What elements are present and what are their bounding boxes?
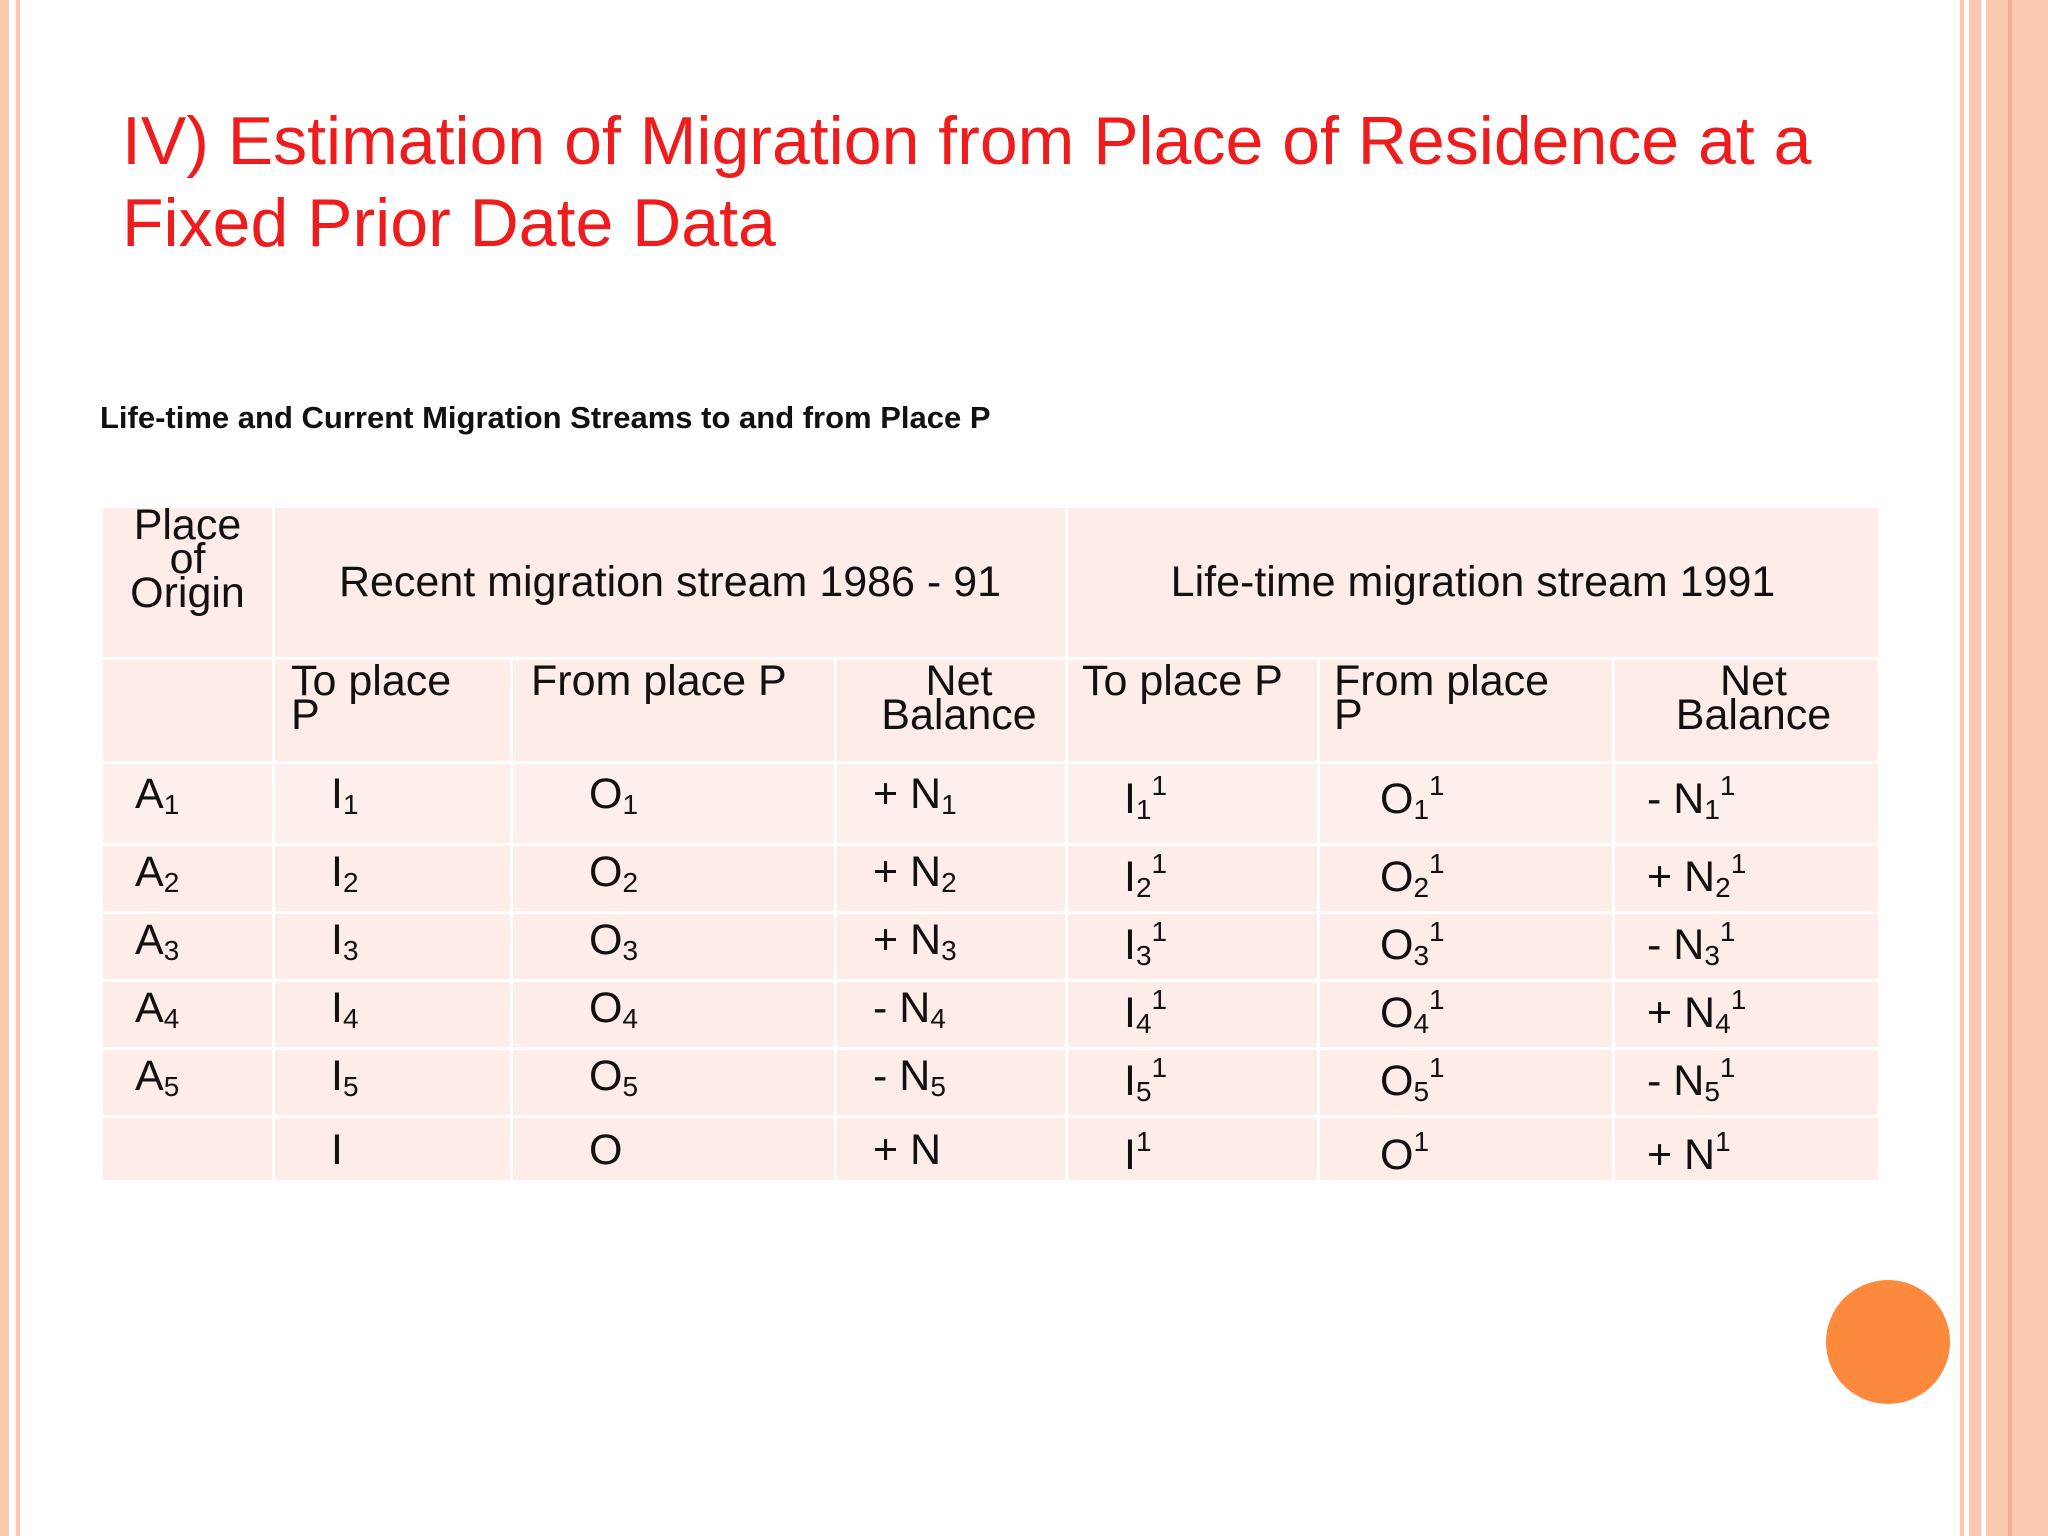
origin-header-line: Origin xyxy=(130,569,245,617)
lifetime-net-symbol: + $N_2^1$ xyxy=(1647,848,1747,903)
table-cell xyxy=(836,845,1067,913)
lifetime-out-symbol: $O_4^1$ xyxy=(1380,984,1445,1039)
lifetime-net-symbol: - $N_5^1$ xyxy=(1647,1052,1736,1107)
origin-symbol: $A_2$ xyxy=(135,848,180,898)
header-line: P xyxy=(1334,691,1363,739)
total-cell xyxy=(1067,1117,1319,1182)
origin-symbol: $A_1$ xyxy=(135,770,180,820)
table-cell xyxy=(512,845,836,913)
out-migrants-symbol: $O_1$ xyxy=(589,770,639,820)
lifetime-net-balance-header xyxy=(1614,659,1880,763)
table-cell xyxy=(1067,763,1319,845)
table-cell xyxy=(102,913,274,981)
total-cell xyxy=(274,1117,512,1182)
table-cell xyxy=(274,763,512,845)
lifetime-in-symbol: $I_5^1$ xyxy=(1124,1052,1168,1107)
table-cell xyxy=(1614,845,1880,913)
total-symbol: $O^1$ xyxy=(1380,1126,1430,1179)
table-cell xyxy=(836,913,1067,981)
table-cell xyxy=(1319,913,1614,981)
lifetime-in-symbol: $I_4^1$ xyxy=(1124,984,1168,1039)
total-symbol: + N xyxy=(873,1126,942,1174)
in-migrants-symbol: $I_2$ xyxy=(331,848,359,898)
net-balance-symbol: + $N_2$ xyxy=(873,848,957,898)
left-border-band xyxy=(0,0,9,1536)
net-balance-symbol: + $N_1$ xyxy=(873,770,957,820)
empty-cell xyxy=(102,659,274,763)
total-symbol: I xyxy=(331,1126,343,1174)
out-migrants-symbol: $O_3$ xyxy=(589,916,639,966)
table-cell xyxy=(512,763,836,845)
table-cell xyxy=(274,913,512,981)
origin-symbol: $A_3$ xyxy=(135,916,180,966)
table-cell xyxy=(512,1049,836,1117)
table-cell xyxy=(1614,981,1880,1049)
table-caption: Life-time and Current Migration Streams to and from Place P xyxy=(100,400,991,435)
header-line: To place xyxy=(291,657,452,705)
place-of-origin-header xyxy=(102,501,274,659)
migration-table xyxy=(100,501,1881,1183)
table-cell xyxy=(512,981,836,1049)
net-balance-symbol: - $N_5$ xyxy=(873,1052,946,1102)
slide-title: IV) Estimation of Migration from Place of Residence at a Fixed Prior Date Data xyxy=(122,103,1812,261)
lifetime-in-symbol: $I_1^1$ xyxy=(1124,770,1168,825)
to-place-header xyxy=(274,659,512,763)
header-line: P xyxy=(291,691,320,739)
table-row xyxy=(102,1049,1880,1117)
table-cell xyxy=(1614,913,1880,981)
table-cell xyxy=(1067,981,1319,1049)
lifetime-stream-header: Life-time migration stream 1991 xyxy=(1067,507,1880,659)
lifetime-net-symbol: + $N_4^1$ xyxy=(1647,984,1747,1039)
table-cell xyxy=(102,981,274,1049)
lifetime-from-place-header xyxy=(1319,659,1614,763)
lifetime-out-symbol: $O_1^1$ xyxy=(1380,770,1445,825)
lifetime-out-symbol: $O_5^1$ xyxy=(1380,1052,1445,1107)
table-cell xyxy=(1319,845,1614,913)
total-symbol: O xyxy=(589,1126,623,1174)
origin-header-line: of xyxy=(169,535,206,583)
table-cell xyxy=(274,845,512,913)
total-cell xyxy=(1319,1117,1614,1182)
out-migrants-symbol: $O_2$ xyxy=(589,848,639,898)
total-cell xyxy=(1614,1117,1880,1182)
header-line: Net xyxy=(925,657,993,705)
origin-symbol: $A_4$ xyxy=(135,984,180,1034)
header-line: Net xyxy=(1720,657,1787,705)
total-cell xyxy=(512,1117,836,1182)
decorative-orange-circle xyxy=(1826,1280,1950,1404)
table-row xyxy=(102,981,1880,1049)
lifetime-net-symbol: - $N_1^1$ xyxy=(1647,770,1736,825)
in-migrants-symbol: $I_3$ xyxy=(331,916,359,966)
right-border-stripe xyxy=(2008,0,2012,1536)
table-cell xyxy=(836,981,1067,1049)
table-cell xyxy=(1319,1049,1614,1117)
left-border-line xyxy=(16,0,20,1536)
table-cell xyxy=(1614,763,1880,845)
table-body xyxy=(102,763,1880,1182)
table-cell xyxy=(274,1049,512,1117)
table-cell xyxy=(836,1049,1067,1117)
total-symbol: $I^1$ xyxy=(1124,1126,1152,1179)
lifetime-net-symbol: - $N_3^1$ xyxy=(1647,916,1736,971)
table-row xyxy=(102,845,1880,913)
lifetime-out-symbol: $O_3^1$ xyxy=(1380,916,1445,971)
in-migrants-symbol: $I_4$ xyxy=(331,984,359,1034)
in-migrants-symbol: $I_5$ xyxy=(331,1052,359,1102)
net-balance-header xyxy=(836,659,1067,763)
lifetime-in-symbol: $I_3^1$ xyxy=(1124,916,1168,971)
header-line: From place xyxy=(1334,657,1550,705)
in-migrants-symbol: $I_1$ xyxy=(331,770,359,820)
table-cell xyxy=(836,763,1067,845)
table-cell xyxy=(102,1049,274,1117)
total-row xyxy=(102,1117,1880,1182)
lifetime-to-place-header: To place P xyxy=(1067,659,1319,763)
lifetime-in-symbol: $I_2^1$ xyxy=(1124,848,1168,903)
table-cell xyxy=(512,913,836,981)
right-border-panel xyxy=(1986,0,2048,1536)
table-cell xyxy=(1319,981,1614,1049)
table-cell xyxy=(1067,845,1319,913)
table-cell xyxy=(274,981,512,1049)
from-place-header: From place P xyxy=(512,659,836,763)
table-cell xyxy=(1067,1049,1319,1117)
net-balance-symbol: + $N_3$ xyxy=(873,916,957,966)
total-cell xyxy=(836,1117,1067,1182)
net-balance-symbol: - $N_4$ xyxy=(873,984,946,1034)
sub-header-row xyxy=(102,659,1880,763)
table-row xyxy=(102,913,1880,981)
total-cell xyxy=(102,1117,274,1182)
group-header-row xyxy=(102,507,1880,659)
right-border-band xyxy=(1969,0,1981,1536)
header-line: Balance xyxy=(1675,691,1832,739)
lifetime-out-symbol: $O_2^1$ xyxy=(1380,848,1445,903)
table-cell xyxy=(1614,1049,1880,1117)
table-cell xyxy=(1067,913,1319,981)
right-border-line xyxy=(1960,0,1964,1536)
header-line: Balance xyxy=(881,691,1037,739)
recent-stream-header: Recent migration stream 1986 - 91 xyxy=(274,507,1067,659)
table-cell xyxy=(1319,763,1614,845)
out-migrants-symbol: $O_5$ xyxy=(589,1052,639,1102)
table-row xyxy=(102,763,1880,845)
table-cell xyxy=(102,845,274,913)
total-symbol: + $N^1$ xyxy=(1647,1126,1731,1179)
origin-symbol: $A_5$ xyxy=(135,1052,180,1102)
origin-header-line: Place xyxy=(133,501,242,549)
table-cell xyxy=(102,763,274,845)
out-migrants-symbol: $O_4$ xyxy=(589,984,639,1034)
